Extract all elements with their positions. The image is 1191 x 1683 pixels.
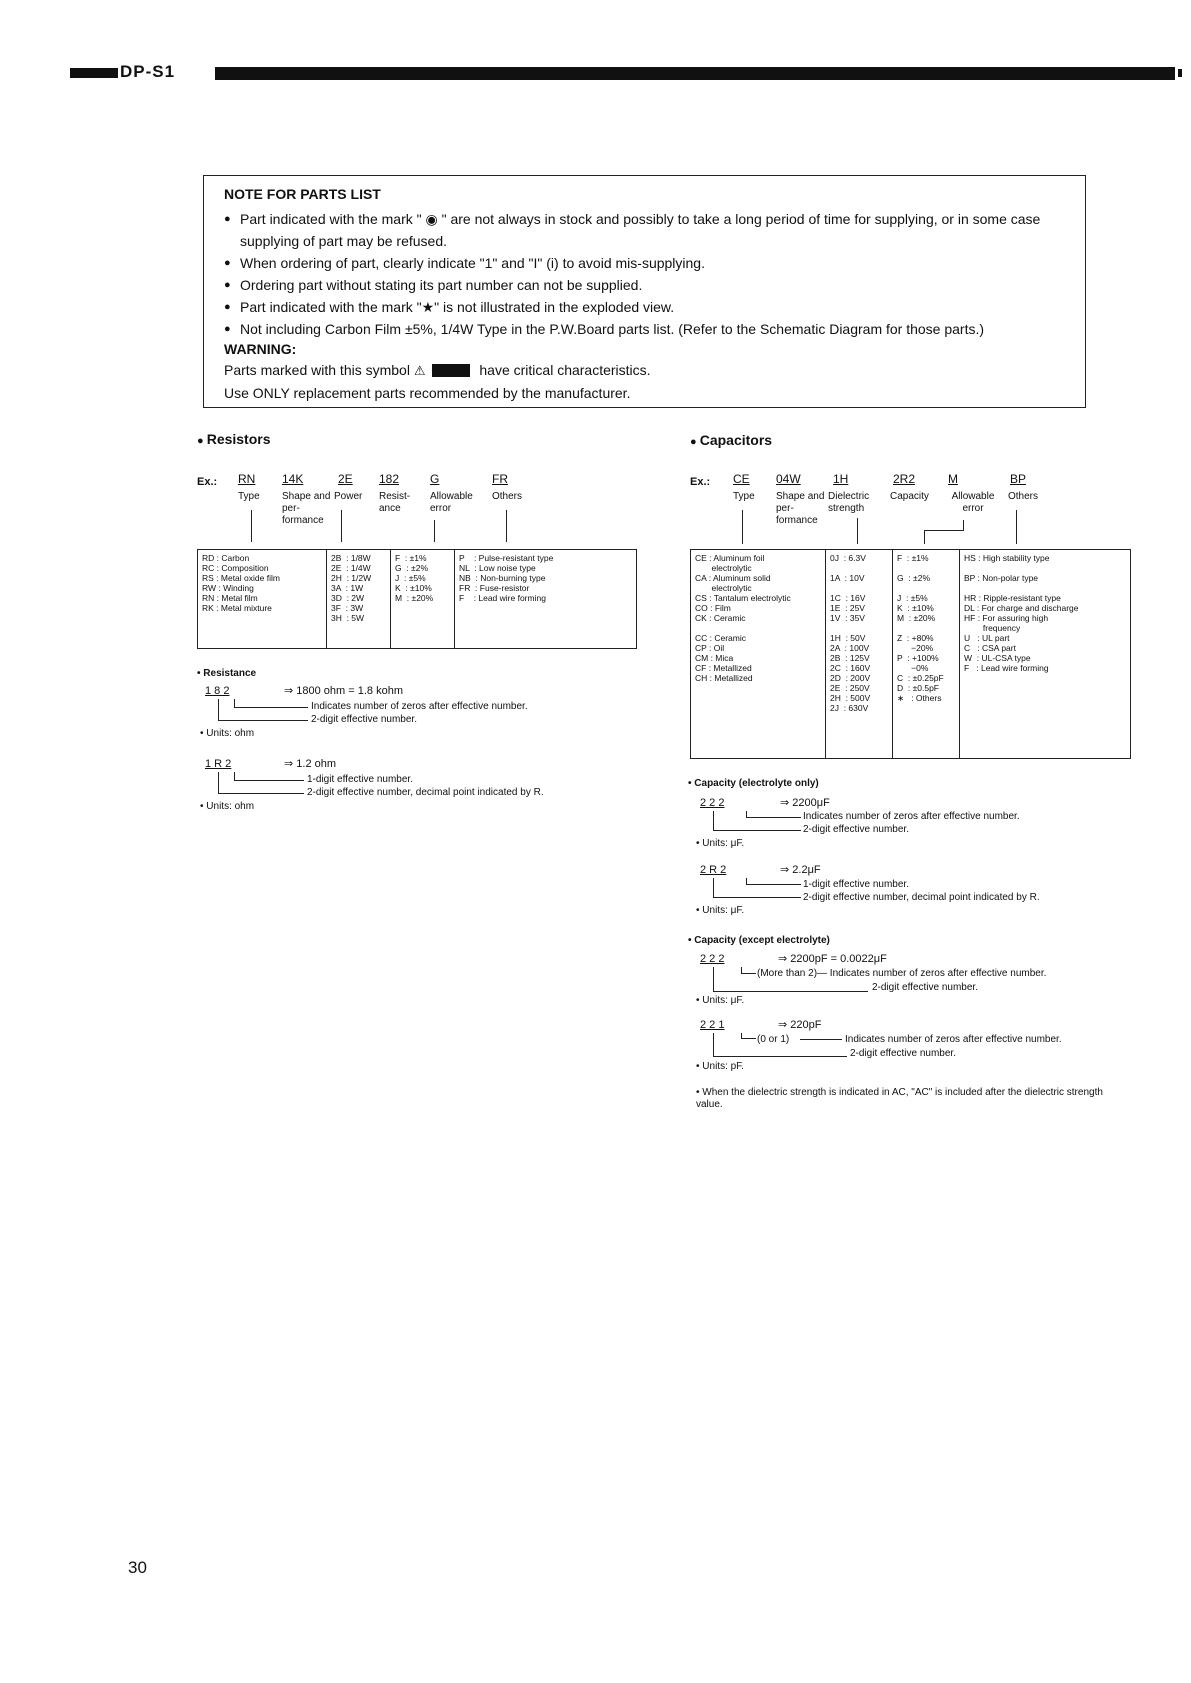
res-code-type: RN bbox=[238, 472, 256, 486]
resistance-units-1: • Units: ohm bbox=[200, 728, 255, 739]
cap-code-capacity: 2R2 bbox=[893, 472, 916, 486]
resistor-code-table bbox=[197, 549, 637, 649]
cap-result-4: ⇒ 220pF bbox=[778, 1019, 822, 1031]
cap-note-3b: 2-digit effective number. bbox=[872, 982, 978, 993]
resistance-title: • Resistance bbox=[197, 668, 257, 679]
cap-result-3: ⇒ 2200pF = 0.0022μF bbox=[778, 953, 887, 965]
resistors-ex: Ex.: bbox=[197, 476, 218, 488]
res-power-column: 2B : 1/8W 2E : 1/4W 2H : 1/2W 3A : 1W 3D : 2W 3F : 3W 3H : 5W bbox=[327, 550, 391, 649]
cap-note-3a: (More than 2)— Indicates number of zeros after effective number. bbox=[757, 968, 1047, 979]
bracket-line bbox=[746, 817, 801, 818]
cap-pointer-line bbox=[924, 530, 964, 531]
res-pointer-line bbox=[506, 510, 507, 542]
warning-line-2: Use ONLY replacement parts recommended by the manufacturer. bbox=[224, 385, 631, 401]
capacitors-title: ● Capacitors bbox=[690, 432, 772, 448]
cap-note-4c: 2-digit effective number. bbox=[850, 1048, 956, 1059]
cap-pointer-line bbox=[1016, 510, 1017, 544]
res-pointer-line bbox=[341, 510, 342, 542]
capacitors-ex: Ex.: bbox=[690, 476, 711, 488]
bracket-line bbox=[713, 811, 714, 831]
cap-units-4: • Units: pF. bbox=[696, 1061, 744, 1072]
cap-note-2b: 2-digit effective number, decimal point indicated by R. bbox=[803, 892, 1040, 903]
resistance-digits-2: 1 R 2 bbox=[205, 758, 232, 770]
cap-digits-4: 2 2 1 bbox=[700, 1019, 725, 1031]
warning-triangle-icon: ⚠ bbox=[413, 363, 426, 378]
bracket-line bbox=[741, 1038, 756, 1039]
res-code-power: 2E bbox=[338, 472, 353, 486]
capacitor-code-table bbox=[690, 549, 1131, 759]
note-box bbox=[203, 175, 1086, 408]
note-item: ● When ordering of part, clearly indicate "1" and "I" (i) to avoid mis-supplying. bbox=[224, 252, 1071, 274]
resistance-note-1b: 2-digit effective number. bbox=[311, 714, 417, 725]
bracket-line bbox=[713, 1033, 714, 1057]
res-code-error: G bbox=[430, 472, 440, 486]
cap-digits-3: 2 2 2 bbox=[700, 953, 725, 965]
res-code-shape: 14K bbox=[282, 472, 304, 486]
res-label-resistance: Resist-ance bbox=[379, 491, 411, 514]
res-code-others: FR bbox=[492, 472, 508, 486]
cap-note-4a: (0 or 1) bbox=[757, 1034, 790, 1045]
bracket-line bbox=[713, 830, 801, 831]
cap-others-column: HS : High stability type BP : Non-polar type HR : Ripple-resistant type DL : For charge and discharge HF : For assuring high frequency U : UL part C : CSA part W : UL-CSA type F : Lead wire forming bbox=[960, 550, 1131, 759]
bracket-line bbox=[218, 720, 308, 721]
res-pointer-line bbox=[251, 510, 252, 542]
resistance-digits-1: 1 8 2 bbox=[205, 685, 230, 697]
cap-note-2a: 1-digit effective number. bbox=[803, 879, 909, 890]
res-label-power: Power bbox=[334, 491, 363, 502]
bracket-line bbox=[741, 973, 756, 974]
cap-pointer-line bbox=[857, 518, 858, 544]
cap-note-1b: 2-digit effective number. bbox=[803, 824, 909, 835]
cap-label-error: Allowable error bbox=[951, 491, 995, 514]
cap-digits-2: 2 R 2 bbox=[700, 864, 727, 876]
warning-text-b: have critical characteristics. bbox=[479, 362, 651, 378]
cap-label-capacity: Capacity bbox=[890, 491, 929, 502]
resistance-units-2: • Units: ohm bbox=[200, 801, 255, 812]
bracket-line bbox=[218, 793, 304, 794]
cap-units-3: • Units: μF. bbox=[696, 995, 745, 1006]
res-label-shape: Shape and per-formance bbox=[282, 491, 331, 526]
cap-units-2: • Units: μF. bbox=[696, 905, 745, 916]
note-list bbox=[218, 208, 1071, 340]
note-title: NOTE FOR PARTS LIST bbox=[224, 186, 381, 202]
model-title: DP-S1 bbox=[120, 62, 176, 81]
cap-pointer-line bbox=[924, 530, 925, 544]
bracket-line bbox=[713, 1056, 847, 1057]
cap-error-column: F : ±1% G : ±2% J : ±5% K : ±10% M : ±20% Z : +80% −20% P : +100% −0% C : ±0.25pF D : ±0.5pF ∗ : Others bbox=[893, 550, 960, 759]
res-pointer-line bbox=[434, 520, 435, 542]
cap-label-dielectric: Dielectric strength bbox=[828, 491, 870, 514]
cap-note-4b: Indicates number of zeros after effective number. bbox=[845, 1034, 1062, 1045]
cap-type-column: CE : Aluminum foil electrolytic CA : Aluminum solid electrolytic CS : Tantalum electrolytic CO : Film CK : Ceramic CC : Ceramic CP : Oil CM : Mica CF : Metallized CH : Metallized bbox=[695, 553, 791, 683]
note-item: ● Ordering part without stating its part number can not be supplied. bbox=[224, 274, 1071, 296]
cap-label-type: Type bbox=[733, 491, 755, 502]
dielectric-footnote: • When the dielectric strength is indicated in AC, "AC" is included after the dielectric strength value. bbox=[696, 1087, 1103, 1110]
warning-text-a: Parts marked with this symbol bbox=[224, 362, 410, 378]
cap-label-others: Others bbox=[1008, 491, 1039, 502]
res-type-column: RD : Carbon RC : Composition RS : Metal oxide film RW : Winding RN : Metal film RK : Metal mixture bbox=[202, 553, 280, 613]
capacity-electrolyte-title: • Capacity (electrolyte only) bbox=[688, 778, 819, 789]
resistance-note-1a: Indicates number of zeros after effective number. bbox=[311, 701, 528, 712]
cap-label-shape: Shape and per-formance bbox=[776, 491, 825, 526]
note-item: ● Not including Carbon Film ±5%, 1/4W Type in the P.W.Board parts list. (Refer to the Schematic Diagram for those parts.) bbox=[224, 318, 1071, 340]
bracket-line bbox=[746, 884, 801, 885]
bracket-line bbox=[713, 967, 714, 992]
bracket-line bbox=[234, 780, 304, 781]
cap-voltage-column: 0J : 6.3V 1A : 10V 1C : 16V 1E : 25V 1V : 35V 1H : 50V 2A : 100V 2B : 125V 2C : 160V 2D : 200V 2E : 250V 2H : 500V 2J : 630V bbox=[826, 550, 893, 759]
res-others-column: P : Pulse-resistant type NL : Low noise type NB : Non-burning type FR : Fuse-resistor F : Lead wire forming bbox=[455, 550, 637, 649]
bracket-line bbox=[713, 878, 714, 898]
bracket-line bbox=[800, 1039, 842, 1040]
cap-code-error: M bbox=[948, 472, 958, 486]
bracket-line bbox=[713, 897, 801, 898]
resistance-note-2a: 1-digit effective number. bbox=[307, 774, 413, 785]
note-item: ● Part indicated with the mark " ◉ " are not always in stock and possibly to take a long period of time for supplying, or in some case supplying of part may be refused. bbox=[224, 208, 1071, 252]
header-bar-end bbox=[1178, 69, 1182, 77]
resistance-note-2b: 2-digit effective number, decimal point indicated by R. bbox=[307, 787, 544, 798]
cap-pointer-line bbox=[742, 510, 743, 544]
cap-code-shape: 04W bbox=[776, 472, 801, 486]
res-label-others: Others bbox=[492, 491, 523, 502]
bracket-line bbox=[713, 991, 868, 992]
cap-result-1: ⇒ 2200μF bbox=[780, 797, 830, 809]
warning-symbol-block bbox=[432, 364, 470, 377]
resistors-title: ● Resistors bbox=[197, 431, 271, 447]
header-bar-left bbox=[70, 68, 118, 78]
cap-code-dielectric: 1H bbox=[833, 472, 849, 486]
resistance-result-2: ⇒ 1.2 ohm bbox=[284, 758, 337, 770]
header-bar bbox=[215, 67, 1175, 80]
res-label-type: Type bbox=[238, 491, 260, 502]
res-code-resistance: 182 bbox=[379, 472, 400, 486]
note-item: ● Part indicated with the mark "★" is not illustrated in the exploded view. bbox=[224, 296, 1071, 318]
cap-note-1a: Indicates number of zeros after effective number. bbox=[803, 811, 1020, 822]
cap-result-2: ⇒ 2.2μF bbox=[780, 864, 821, 876]
cap-code-others: BP bbox=[1010, 472, 1027, 486]
bracket-line bbox=[218, 699, 219, 721]
page-number: 30 bbox=[128, 1558, 147, 1577]
cap-digits-1: 2 2 2 bbox=[700, 797, 725, 809]
bracket-line bbox=[234, 707, 308, 708]
bracket-line bbox=[218, 772, 219, 794]
warning-line bbox=[224, 359, 1071, 382]
cap-units-1: • Units: μF. bbox=[696, 838, 745, 849]
res-label-error: Allowable error bbox=[430, 491, 473, 514]
warning-title: WARNING: bbox=[224, 341, 297, 357]
cap-code-type: CE bbox=[733, 472, 750, 486]
capacity-except-title: • Capacity (except electrolyte) bbox=[688, 935, 830, 946]
cap-pointer-line bbox=[963, 520, 964, 530]
res-error-column: F : ±1% G : ±2% J : ±5% K : ±10% M : ±20% bbox=[391, 550, 455, 649]
resistance-result-1: ⇒ 1800 ohm = 1.8 kohm bbox=[284, 685, 403, 697]
